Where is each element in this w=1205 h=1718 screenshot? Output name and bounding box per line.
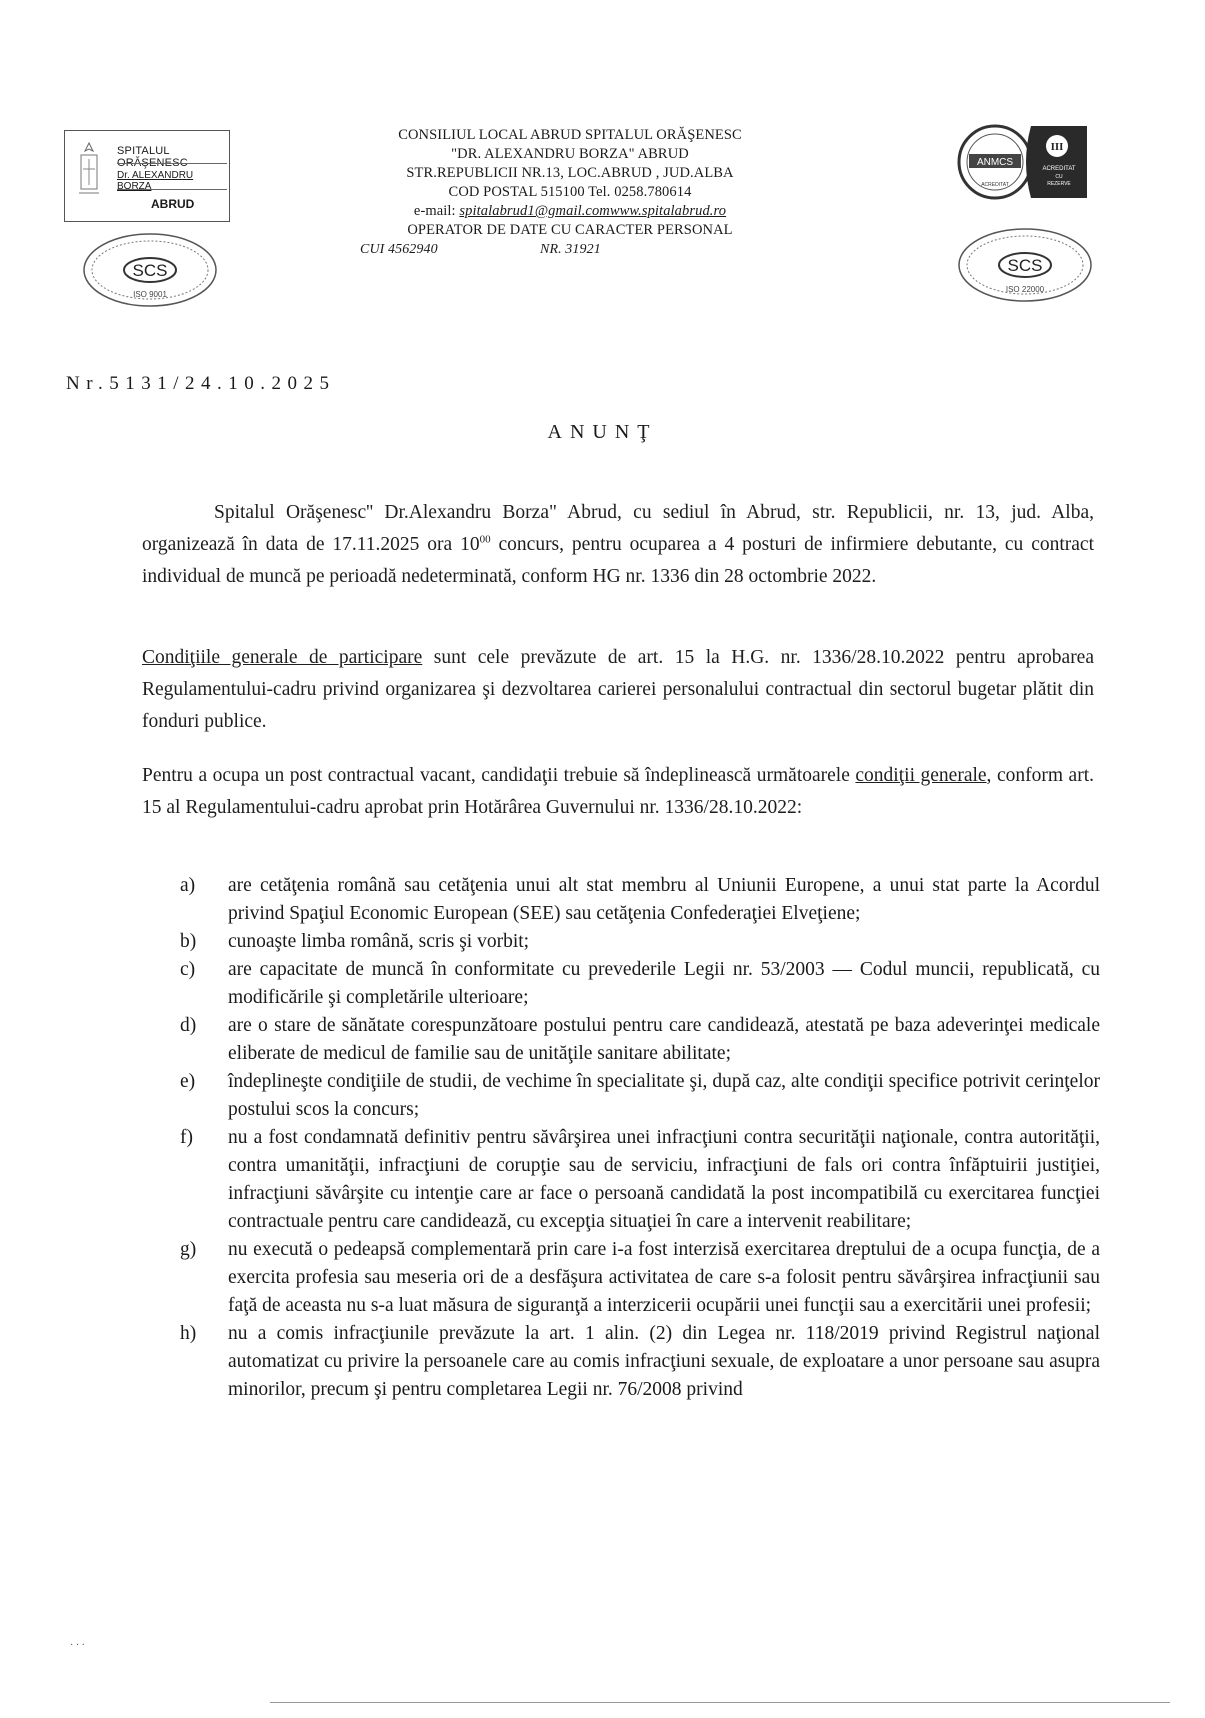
- list-item-text: cunoaşte limba română, scris şi vorbit;: [228, 931, 530, 952]
- seal-right-standard: ISO 22000: [1005, 285, 1045, 294]
- list-item-text: are o stare de sănătate corespunzătoare postului pentru care candidează, atestată pe baza adeverinţei medicale eliberate de medicul de familie sau de unităţile sanitare abilitate;: [228, 1015, 1100, 1064]
- header-line-1: CONSILIUL LOCAL ABRUD SPITALUL ORĂŞENESC: [398, 127, 742, 143]
- list-item-text: nu a fost condamnată definitiv pentru săvârşirea unei infracţiuni contra securităţii naţionale, contra autorităţii, contra umanităţii, infracţiuni de corupţie sau de serviciu, infracţiuni de fals ori contra înfăptuirii justiţiei, infracţiuni săvârşite cu intenţie care ar face o persoană candidată la post incompatibilă cu exercitarea funcţiei contractuale pentru care candidează, cu excepţia situaţiei în care a intervenit reabilitare;: [228, 1127, 1100, 1232]
- hospital-emblem-icon: [71, 137, 107, 203]
- logo-line-1: SPITALUL ORĂŞENESC: [117, 145, 188, 169]
- list-marker: c): [180, 959, 196, 980]
- list-item: [180, 1124, 1100, 1236]
- document-title: ANUNŢ: [547, 421, 658, 443]
- list-marker: a): [180, 875, 196, 896]
- list-marker: d): [180, 1015, 197, 1036]
- header-line-6: OPERATOR DE DATE CU CARACTER PERSONAL: [407, 222, 733, 238]
- anmcs-ring-text: ACREDITAT: [981, 182, 1009, 188]
- list-item: [180, 872, 1100, 928]
- logo-line-2: Dr. ALEXANDRU BORZA: [117, 170, 194, 192]
- anmcs-caption-1: ACREDITAT: [1042, 166, 1076, 172]
- list-marker: b): [180, 931, 197, 952]
- scan-artifact: · · ·: [70, 1640, 85, 1651]
- list-marker: f): [180, 1127, 193, 1148]
- requirements-heading: condiţii generale: [855, 765, 987, 786]
- operator-number: NR. 31921: [540, 242, 601, 257]
- seal-left-text: SCS: [132, 261, 168, 280]
- general-conditions-heading: Condiţiile generale de participare: [142, 647, 423, 668]
- institution-header: [300, 126, 840, 259]
- list-item: [180, 928, 1100, 956]
- list-item-text: are cetăţenia română sau cetăţenia unui alt stat membru al Uniunii Europene, a unui stat parte la Acordul privind Spaţiul Economic European (SEE) sau cetăţenia Confederaţiei Elveţiene;: [228, 875, 1100, 924]
- list-item-text: nu a comis infracţiunile prevăzute la art. 1 alin. (2) din Legea nr. 118/2019 privind Registrul naţional automatizat cu privire la persoanele care au comis infracţiuni sexuale, de exploatare a unor persoane sau asupra minorilor, precum şi pentru completarea Legii nr. 76/2008 privind: [228, 1323, 1100, 1400]
- logo-divider: [117, 163, 227, 164]
- conditions-list: [180, 872, 1100, 1404]
- intro-text-rest: concurs, pentru ocuparea a 4 posturi de infirmiere debutante, cu contract individual de muncă pe perioadă nedeterminată, conform HG nr. 1336 din 28 octombrie 2022.: [142, 534, 1094, 587]
- paragraph-general-conditions: [142, 642, 1094, 738]
- list-marker: e): [180, 1071, 196, 1092]
- header-cui-row: [300, 240, 840, 259]
- logo-divider: [117, 189, 227, 190]
- hour-superscript: 00: [479, 533, 491, 546]
- logo-line-3: ABRUD: [151, 197, 195, 211]
- general-conditions-text: sunt cele prevăzute de art. 15 la H.G. nr. 1336/28.10.2022 pentru aprobarea Regulamentului-cadru privind organizarea şi dezvoltarea carierei personalului contractual din sectorul bugetar plătit din fonduri publice.: [142, 647, 1094, 732]
- hospital-logo: [64, 130, 230, 222]
- list-item: [180, 1236, 1100, 1320]
- seal-left-standard: ISO 9001: [133, 290, 167, 299]
- list-item: [180, 1320, 1100, 1404]
- anmcs-caption-2: CU: [1055, 174, 1063, 180]
- paragraph-requirements: [142, 760, 1094, 824]
- document-number: Nr.5131/24.10.2025: [66, 373, 336, 394]
- list-item: [180, 1068, 1100, 1124]
- header-line-3: STR.REPUBLICII NR.13, LOC.ABRUD , JUD.ALBA: [406, 165, 734, 181]
- page-bottom-divider: [270, 1702, 1170, 1703]
- list-item-text: are capacitate de muncă în conformitate cu prevederile Legii nr. 53/2003 — Codul muncii, republicată, cu modificările şi completările ulterioare;: [228, 959, 1100, 1008]
- list-marker: g): [180, 1239, 197, 1260]
- list-item: [180, 1012, 1100, 1068]
- anmcs-text: ANMCS: [976, 157, 1014, 168]
- scs-iso22000-seal: [955, 225, 1095, 305]
- header-line-4: COD POSTAL 515100 Tel. 0258.780614: [448, 184, 692, 200]
- anmcs-caption-3: REZERVE: [1047, 181, 1071, 187]
- list-item-text: îndeplineşte condiţiile de studii, de vechime în specialitate şi, după caz, alte condiţii specifice potrivit cerinţelor postului scos la concurs;: [228, 1071, 1100, 1120]
- email-label: e-mail:: [413, 203, 460, 219]
- list-item-text: nu execută o pedeapsă complementară prin care i-a fost interzisă exercitarea dreptului de a ocupa funcţia, de a exercita profesia sau meseria ori de a desfăşura activitatea de care s-a folosit pentru săvârşirea infracţiunii sau faţă de aceasta nu s-a luat măsura de siguranţă a interzicerii ocupării unei funcţii sau a exercitării unei profesii;: [228, 1239, 1100, 1316]
- intro-text: Spitalul Orăşenesc'' Dr.Alexandru Borza" Abrud, cu sediul în Abrud, str. Republicii, nr. 13, jud. Alba, organizează în data de 17.11.2025 ora 10: [142, 502, 1094, 555]
- scs-iso9001-seal: [80, 230, 220, 310]
- header-line-2: "DR. ALEXANDRU BORZA" ABRUD: [451, 146, 689, 162]
- paragraph-intro: [142, 497, 1094, 593]
- anmcs-level: III: [1050, 141, 1064, 153]
- list-marker: h): [180, 1323, 197, 1344]
- requirements-text-rest: , conform art. 15 al Regulamentului-cadru aprobat prin Hotărârea Guvernului nr. 1336/28.10.2022:: [142, 765, 1094, 818]
- email-link[interactable]: spitalabrud1@gmail.comwww.spitalabrud.ro: [459, 203, 727, 219]
- cui-number: CUI 4562940: [360, 242, 438, 257]
- requirements-text: Pentru a ocupa un post contractual vacant, candidaţii trebuie să îndeplinească următoarele: [142, 765, 856, 786]
- header-email-row: [300, 202, 840, 221]
- list-item: [180, 956, 1100, 1012]
- anmcs-accreditation-logo: [947, 122, 1097, 202]
- seal-right-text: SCS: [1007, 256, 1043, 275]
